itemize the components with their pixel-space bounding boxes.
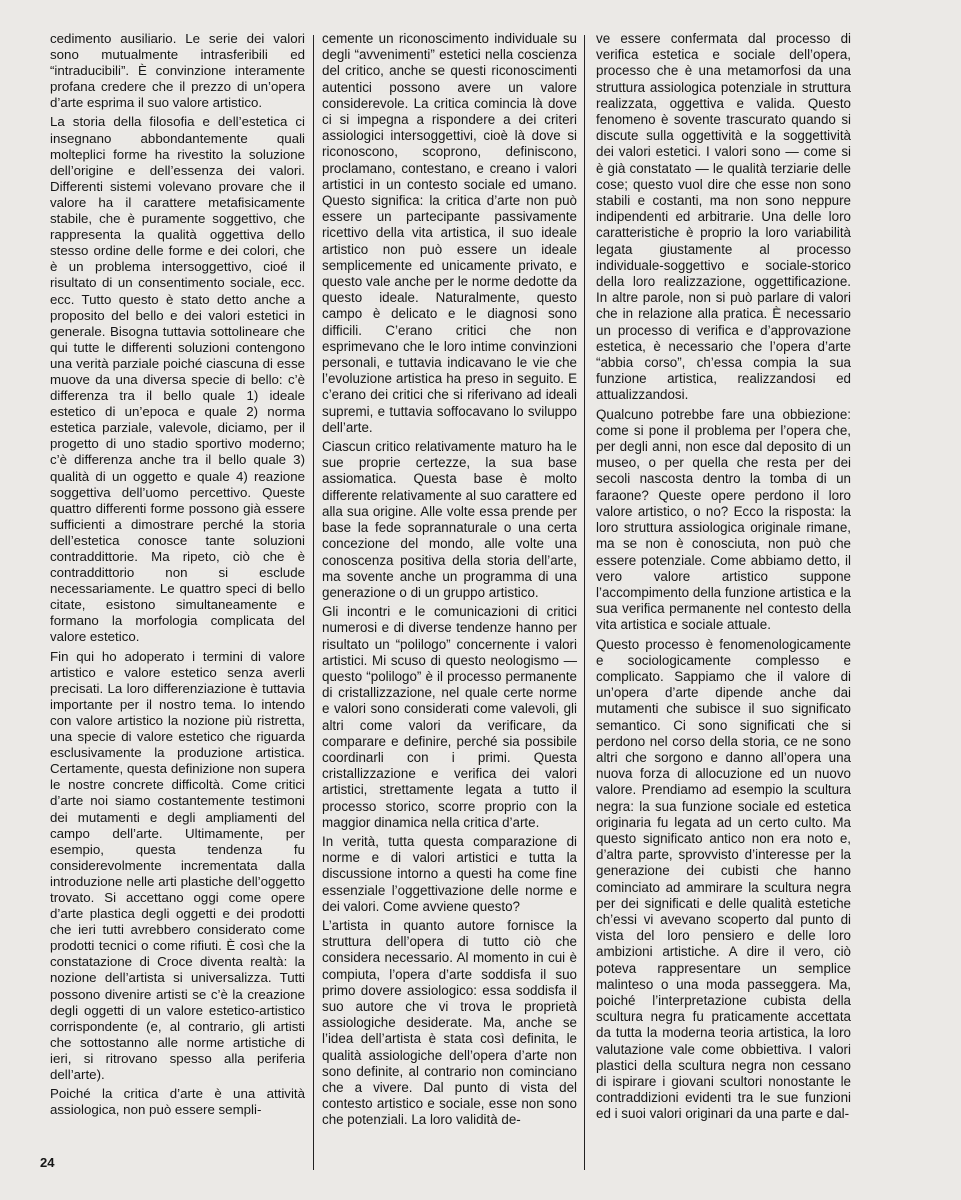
page-number: 24 xyxy=(40,1155,55,1170)
column-divider xyxy=(313,35,314,1170)
paragraph: Ciascun critico relativamente maturo ha le sue proprie certezze, la sua base assiomatica. Questa base è molto differente relativamente al suo carattere ed alla sua origine. Alle volte essa prende per base la fede soprannaturale o una certa concezione del mondo, alle volte una conoscenza positiva della storia dell’arte, ma sovente anche un programma di una generazione o di un gruppo artistico. xyxy=(322,439,577,600)
column-divider xyxy=(584,35,585,1170)
paragraph: Poiché la critica d’arte è una attività assiologica, non può essere sempli- xyxy=(50,1086,305,1118)
paragraph: In verità, tutta questa comparazione di norme e di valori artistici e tutta la discussione intorno a questi ha come fine essenziale l’oggettivazione delle norme e dei valori. Come avviene questo? xyxy=(322,833,577,914)
text-column-1 xyxy=(50,31,305,1118)
paragraph: L’artista in quanto autore fornisce la struttura dell’opera di tutto ciò che considera necessario. Al momento in cui è compiuta, l’opera d’arte soddisfa il suo primo dovere assiologico: essa soddisfa il suo autore che vi trova le proprietà assiologiche desiderate. Ma, anche se l’idea dell’artista è stata così definita, le qualità assiologiche dell’opera d’arte non sono definite, al contrario non cominciano che a vivere. Dal punto di vista del contesto artistico e sociale, esse non sono che potenziali. La loro validità de- xyxy=(322,917,577,1128)
paragraph: Qualcuno potrebbe fare una obbiezione: come si pone il problema per l’opera che, per degli anni, non esce dal deposito di un museo, o per quella che resta per dei secoli nascosta dentro la tomba di un faraone? Queste opere perdono il loro valore artistico, o no? Ecco la risposta: la loro struttura assiologica originale rimane, ma se non è conosciuta, non può che essere potenziale. Come abbiamo detto, il vero valore artistico suppone l’accompimento della funzione artistica e la sua verifica permanente nel contesto della vita artistica e sociale attuale. xyxy=(596,406,851,633)
text-column-3 xyxy=(596,31,851,1123)
paragraph: Gli incontri e le comunicazioni di critici numerosi e di diverse tendenze hanno per risultato un “polilogo” concernente i valori artistici. Mi scuso di questo neologismo — questo “polilogo” è il processo permanente di cristallizzazione, nel quale certe norme e valori sono considerati come valevoli, gli altri come valori da verificare, da comparare e definire, perché sia possibile coordinarli con i primi. Questa cristallizzazione e verifica dei valori artistici, strettamente legata a tutto il processo storico, scorre proprio con la maggior dinamica nella critica d’arte. xyxy=(322,604,577,830)
paragraph: ve essere confermata dal processo di verifica estetica e sociale dell’opera, processo che è una metamorfosi da una struttura assiologica potenziale in struttura realizzata, oggettiva e valida. Questo fenomeno è sovente trascurato quando si discute sulla oggettività e la soggettività dei valori estetici. I valori sono — come si è già constatato — le qualità terziarie delle cose; questo vuol dire che esse non sono stabili e costanti, ma non sono neppure indipendenti ed arbitrarie. Una delle loro caratteristiche è proprio la loro variabilità legata giustamente al processo individuale-soggettivo e sociale-storico della loro realizzazione, oggettificazione. In altre parole, non si può parlare di valori che in relazione alla pratica. È necessario un processo di verifica e d’approvazione estetica, è necessario che l’opera d’arte “abbia corso”, ch’essa compia la sua funzione artistica, realizzandosi ed attualizzandosi. xyxy=(596,31,851,403)
paragraph: cemente un riconoscimento individuale su degli “avvenimenti” estetici nella coscienza del critico, anche se questi riconoscimenti autentici possono avere un valore considerevole. La critica comincia là dove ci si impegna a rispondere a dei criteri assiologici intersoggettivi, cioè là dove si riconoscono, scoprono, definiscono, proclamano, contestano, e creano i valori artistici in un contesto sociale ed umano. Questo significa: la critica d’arte non può essere un partecipante passivamente ricettivo della vita artistica, il suo ideale artistico non può essere un ideale semplicemente ed unicamente privato, e questo vale anche per le norme dedotte da questo ideale. Naturalmente, questo campo è delicato e le diagnosi sono difficili. C’erano critici che non esprimevano che le loro intime convinzioni personali, e tuttavia indicavano le vie che l’evoluzione artistica ha preso in seguito. E c’erano dei critici che si riferivano ad ideali supremi, e tuttavia soffocavano lo sviluppo dell’arte. xyxy=(322,31,577,435)
paragraph: cedimento ausiliario. Le serie dei valori sono mutualmente intrasferibili ed “intraducibili”. È convinzione interamente profana credere che il prezzo di un’opera d’arte esprima il suo valore artistico. xyxy=(50,31,305,111)
text-column-2 xyxy=(322,31,577,1129)
paragraph: Questo processo è fenomenologicamente e sociologicamente complesso e complicato. Sappiamo che il valore di un’opera d’arte dipende anche dai mutamenti che subisce il suo significato semantico. Ci sono significati che si perdono nel corso della storia, ce ne sono altri che sorgono e danno all’opera una nuova forza di allocuzione ed un nuovo valore. Prendiamo ad esempio la scultura negra: la sua funzione sociale ed estetica originaria fu legata ad un certo culto. Ma questo significato antico non era noto e, d’altra parte, sprovvisto d’interesse per la generazione dei cubisti che hanno cominciato ad ammirare la scultura negra per dei significati e delle qualità estetiche ch’essi vi avevano scoperto dal punto di vista del loro pensiero e delle loro ambizioni artistiche. A dire il vero, ciò poteva rappresentare un semplice malinteso o una moda passeggera. Ma, poiché l’interpretazione cubista della scultura negra fu praticamente accettata da tutta la moderna teoria artistica, la loro valutazione vale come obbiettiva. I valori plastici della scultura negra non cessano di ispirare i giovani scultori nonostante le contraddizioni evidenti tra le sue funzioni ed i suoi valori originari da una parte e dal- xyxy=(596,636,851,1122)
paragraph: Fin qui ho adoperato i termini di valore artistico e valore estetico senza averli precisati. La loro differenziazione è tuttavia importante per il nostro tema. Io intendo con valore artistico la nozione più ristretta, una specie di valore estetico che riguarda esclusivamente la produzione artistica. Certamente, questa definizione non supera le nostre concrete difficoltà. Come critici d’arte noi siamo costantemente testimoni dei mutamenti e degli ampliamenti del campo dell’arte. Ultimamente, per esempio, questa tendenza fu considerevolmente incrementata dalla introduzione nelle arti plastiche dell’oggetto trovato. Si accettano oggi come opere d’arte plastica degli oggetti e dei prodotti che ieri tutti avrebbero considerato come prodotti tecnici o come rifiuti. È così che la constatazione di Croce diventa realtà: la nozione dell’artista si universalizza. Tutti possono divenire artisti se c’è la creazione degli oggetti di un valore estetico-artistico corrispondente (e, al contrario, gli artisti che sottostanno alle norme artistiche di ieri, si ritrovano spesso alla periferia dell’arte). xyxy=(50,648,305,1082)
paragraph: La storia della filosofia e dell’estetica ci insegnano abbondantemente quali molteplici forme ha rivestito la soluzione dell’origine e dell’essenza dei valori. Differenti sistemi volevano provare che il valore ha il carattere metafisicamente stabile, che è puramente soggettivo, che rappresenta la qualità oggettiva dello stesso ordine delle forme e dei colori, che è un problema intersoggettivo, cioé il risultato di un consentimento sociale, ecc. ecc. Tutto questo è stato detto anche a proposito del bello e dei valori estetici in generale. Bisogna tuttavia sottolineare che qui tutte le differenti soluzioni contengono una verità parziale poiché ciascuna di esse muove da una diversa specie di bello: c’è differenza tra il bello quale 1) ideale estetico di un’epoca e quale 2) norma estetica parziale, valevole, diciamo, per il progetto di uno stadio sportivo moderno; c’è differenza anche tra il bello quale 3) qualità di un oggetto e quale 4) reazione soggettiva dell’uomo percettivo. Queste quattro differenti forme possono già essere sufficienti a dimostrare perché la storia dell’estetica conosce tante soluzioni contraddittorie. Ma ripeto, ciò che è contraddittorio non si esclude necessariamente. Le quattro speci di bello citate, esistono simultaneamente e formano la morfologia complicata del valore estetico. xyxy=(50,114,305,645)
